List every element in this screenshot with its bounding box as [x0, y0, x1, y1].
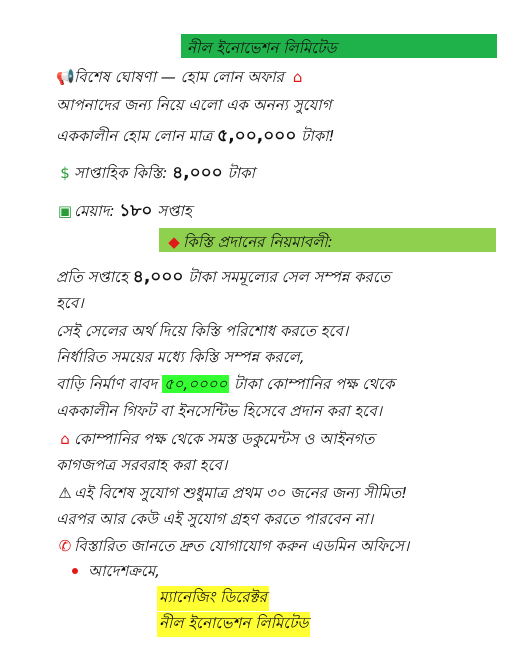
rule-line-3: সেই সেলের অর্থ দিয়ে কিস্তি পরিশোধ করতে হবে। — [56, 322, 349, 340]
installment-line — [56, 160, 255, 188]
duration-unit: সপ্তাহ — [157, 202, 192, 220]
rule-line-2: হবে। — [56, 294, 84, 312]
house-icon: ⌂ — [60, 430, 70, 448]
intro-line-1: আপনাদের জন্য নিয়ে এলো এক অনন্য সুযোগ — [56, 96, 332, 114]
intro-prefix: এককালীন হোম লোন মাত্র — [56, 127, 213, 145]
signature-by: আদেশক্রমে, — [88, 562, 160, 580]
warning-icon: ⚠ — [58, 484, 72, 502]
rule-line-4: নির্ধারিত সময়ের মধ্যে কিস্তি সম্পন্ন করলে, — [56, 348, 305, 366]
rule-5-suffix: টাকা কোম্পানির পক্ষ থেকে — [234, 375, 395, 393]
rule-1-amount: ৪,০০০ — [132, 267, 184, 287]
company-title: নীল ইনোভেশন লিমিটেড — [181, 34, 497, 58]
megaphone-icon: 📢 — [56, 68, 75, 86]
rule-1-prefix: প্রতি সপ্তাহে — [56, 268, 129, 286]
duration-label: মেয়াদ: — [74, 202, 115, 220]
rule-line-5 — [56, 373, 394, 398]
rules-title-text: কিস্তি প্রদানের নিয়মাবলী: — [183, 233, 333, 251]
announcement-line — [56, 66, 307, 91]
bullet-dot — [72, 568, 78, 574]
announcement-text: বিশেষ ঘোষণা — হোম লোন অফার — [74, 68, 284, 86]
money-bag-icon: $ — [60, 164, 70, 182]
documents-text-1: কোম্পানির পক্ষ থেকে সমস্ত ডকুমেন্টস ও আইনগত — [74, 430, 375, 448]
documents-line-2: কাগজপত্র সরবরাহ করা হবে। — [56, 456, 228, 474]
duration-value: ১৮০ — [119, 201, 153, 221]
rule-5-prefix: বাড়ি নির্মাণ বাবদ — [56, 375, 158, 393]
signature-company: নীল ইনোভেশন লিমিটেড — [157, 612, 310, 637]
rule-line-6: এককালীন গিফট বা ইনসেন্টিভ হিসেবে প্রদান করা হবে। — [56, 402, 383, 420]
house-icon: ⌂ — [292, 68, 303, 86]
intro-line-2 — [56, 123, 335, 151]
rule-line-1 — [56, 264, 390, 292]
warning-line-1 — [56, 482, 407, 507]
rules-title — [159, 228, 496, 252]
contact-text: বিস্তারিত জানতে দ্রুত যোগাযোগ করুন এডমিন অফিসে। — [74, 537, 410, 555]
documents-line-1 — [56, 428, 374, 453]
calendar-icon: ▣ — [57, 202, 73, 220]
installment-amount: ৪,০০০ — [172, 163, 223, 183]
signature-role: ম্যানেজিং ডিরেক্টর — [157, 586, 269, 611]
phone-icon: ✆ — [58, 537, 72, 555]
diamond-icon: ◆ — [168, 233, 180, 251]
warning-line-2: এরপর আর কেউ এই সুযোগ গ্রহণ করতে পারবেন না। — [56, 510, 374, 528]
warning-text-1: এই বিশেষ সুযোগ শুধুমাত্র প্রথম ৩০ জনের জন্য সীমিত! — [74, 484, 408, 502]
duration-line — [56, 198, 192, 226]
installment-unit: টাকা — [227, 164, 255, 182]
installment-label: সাপ্তাহিক কিস্তি: — [74, 164, 168, 182]
intro-suffix: টাকা! — [301, 127, 335, 145]
gift-amount: ৫০,০০০০ — [163, 375, 228, 393]
loan-amount: ৫,০০,০০০ — [217, 126, 297, 146]
rule-1-suffix: টাকা সমমূল্যের সেল সম্পন্ন করতে — [188, 268, 391, 286]
contact-line — [56, 535, 409, 560]
